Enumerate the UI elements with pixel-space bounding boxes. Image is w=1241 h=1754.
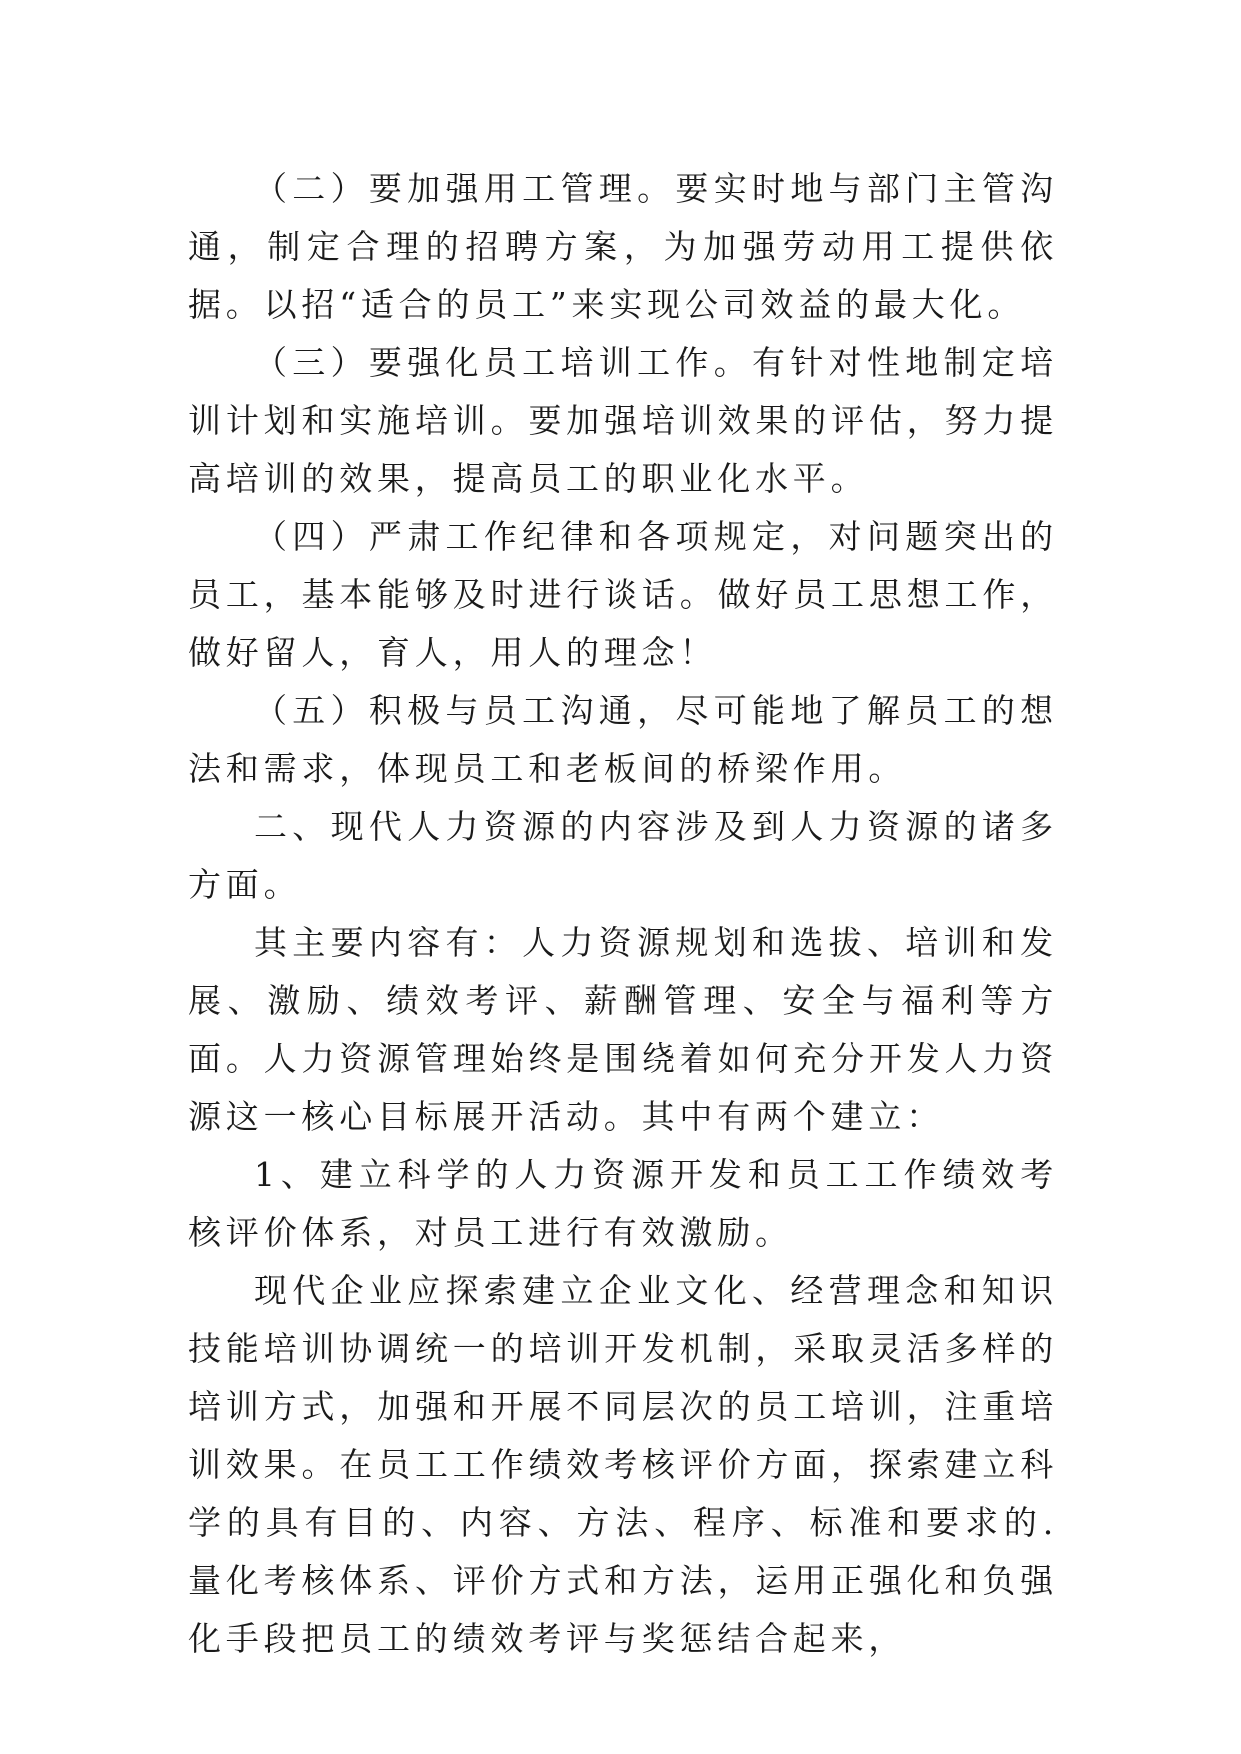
paragraph-evaluation-system: 1、建立科学的人力资源开发和员工工作绩效考核评价体系，对员工进行有效激励。: [188, 1155, 1058, 1252]
paragraph-staff-communication: （五）积极与员工沟通，尽可能地了解员工的想法和需求，体现员工和老板间的桥梁作用。: [188, 691, 1058, 788]
paragraph-hiring-management: （二）要加强用工管理。要实时地与部门主管沟通，制定合理的招聘方案，为加强劳动用工提供依据。以招“适合的员工”来实现公司效益的最大化。: [188, 169, 1058, 324]
paragraph-work-discipline: （四）严肃工作纪律和各项规定，对问题突出的员工，基本能够及时进行谈话。做好员工思想工作，做好留人，育人，用人的理念！: [188, 517, 1058, 672]
paragraph-modern-enterprise: 现代企业应探索建立企业文化、经营理念和知识技能培训协调统一的培训开发机制，采取灵活多样的培训方式，加强和开展不同层次的员工培训，注重培训效果。在员工工作绩效考核评价方面，探索建立科学的具有目的、内容、方法、程序、标准和要求的.量化考核体系、评价方式和方法，运用正强化和负强化手段把员工的绩效考评与奖惩结合起来，: [188, 1271, 1058, 1658]
paragraph-main-content: 其主要内容有：人力资源规划和选拔、培训和发展、激励、绩效考评、薪酬管理、安全与福利等方面。人力资源管理始终是围绕着如何充分开发人力资源这一核心目标展开活动。其中有两个建立：: [188, 923, 1058, 1136]
paragraph-staff-training: （三）要强化员工培训工作。有针对性地制定培训计划和实施培训。要加强培训效果的评估，努力提高培训的效果，提高员工的职业化水平。: [188, 343, 1058, 498]
section-heading-hr-content: 二、现代人力资源的内容涉及到人力资源的诸多方面。: [188, 807, 1058, 904]
document-body: [188, 160, 1058, 1668]
